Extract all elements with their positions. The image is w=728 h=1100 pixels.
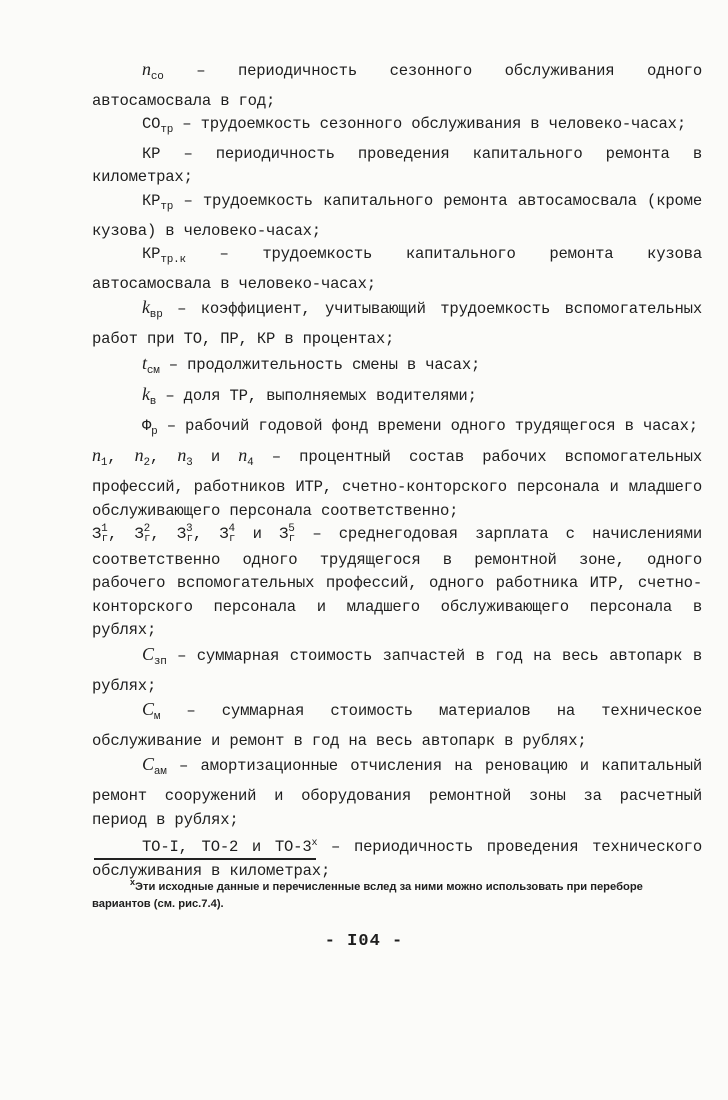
- symbol: З: [92, 525, 102, 544]
- symbol-subscript: р: [151, 425, 158, 438]
- symbol: З: [134, 525, 144, 544]
- definition-text: – суммарная стоимость материалов на техническое обслуживание и ремонт в год на весь автопарк в рублях;: [92, 702, 702, 750]
- definition-n-co: [92, 58, 702, 113]
- symbol: З: [219, 525, 229, 544]
- symbol: t: [142, 352, 147, 373]
- footnote-divider: [94, 858, 316, 860]
- definition-z-salary: З1г, З2г, З3г, З4г и З5г – среднегодовая зарплата с начислениями соответственно одного трудящегося в ремонтной зоне, одного рабочего вспомогательных профессий, одного работника ИТР, счетно-конторского персонала и младшего обслуживающего персонала в рублях;: [92, 523, 702, 640]
- definition-c-am: [92, 753, 702, 832]
- definition-text: – доля ТР, выполняемых водителями;: [156, 387, 477, 406]
- definition-co-tr: [92, 113, 702, 143]
- symbol-subscript: в: [149, 396, 157, 409]
- symbol: k: [142, 297, 150, 318]
- symbol: КР: [142, 144, 161, 163]
- symbol: З: [176, 525, 187, 544]
- definition-c-zp: [92, 643, 702, 698]
- symbol: C: [142, 754, 154, 775]
- symbol-superscript: 1: [101, 523, 108, 536]
- conjunction: и: [252, 525, 262, 544]
- symbol-subscript: 2: [143, 457, 150, 470]
- symbol-subscript: тр.к: [160, 254, 186, 267]
- definition-text: – процентный состав рабочих вспомогательных профессий, работников ИТР, счетно-конторского персонала и младшего обслуживающего персонала соответственно;: [92, 448, 702, 520]
- symbol: ТО-I, ТО-2 и ТО-3: [142, 838, 312, 857]
- footnote-reference: x: [311, 838, 318, 850]
- symbol: k: [142, 384, 150, 405]
- definition-text: – амортизационные отчисления на реновацию и капитальный ремонт сооружений и оборудования ремонтной зоны за расчетный период в рублях;: [92, 757, 702, 829]
- definition-text: – коэффициент, учитывающий трудоемкость вспомогательных работ при ТО, ПР, КР в процентах;: [92, 300, 702, 348]
- definition-text: – суммарная стоимость запчастей в год на весь автопарк в рублях;: [92, 647, 702, 695]
- definition-t-sm: [92, 352, 702, 384]
- definition-kr-tr-k: [92, 243, 702, 296]
- symbol: n: [134, 445, 144, 466]
- definition-text: – трудоемкость капитального ремонта кузова автосамосвала в человеко-часах;: [92, 245, 702, 293]
- definition-text: – периодичность сезонного обслуживания одного автосамосвала в год;: [92, 62, 702, 110]
- symbol-superscript: 5: [288, 523, 295, 536]
- definition-text: – периодичность проведения технического обслуживания в километрах;: [92, 838, 703, 880]
- definition-kr-tr: [92, 190, 702, 243]
- symbol-subscript: см: [146, 364, 160, 377]
- symbol-subscript: 1: [100, 457, 108, 470]
- definition-k-v: [92, 383, 702, 415]
- symbol-subscript: г: [144, 533, 151, 546]
- symbol-subscript: зп: [153, 656, 167, 669]
- symbol-subscript: тр: [160, 200, 174, 213]
- definition-kr: [92, 143, 702, 190]
- footnote-text: Эти исходные данные и перечисленные вслед за ними можно использовать при переборе вариантов (см. рис.7.4).: [92, 881, 643, 910]
- definition-text: – периодичность проведения капитального ремонта в километрах;: [92, 144, 702, 187]
- definition-text: – среднегодовая зарплата с начислениями соответственно одного трудящегося в ремонтной зоне, одного рабочего вспомогательных профессий, одного работника ИТР, счетно-конторского персонала и младшего обслуживающего персонала в рублях;: [92, 525, 702, 640]
- symbol-subscript: г: [228, 533, 236, 546]
- symbol: C: [142, 644, 154, 665]
- definitions-list: [92, 58, 702, 883]
- definition-k-vr: [92, 296, 702, 351]
- page-number: - I04 -: [324, 932, 404, 951]
- symbol: n: [177, 445, 187, 466]
- symbol-subscript: co: [150, 71, 164, 83]
- symbol: C: [142, 699, 154, 720]
- symbol-subscript: г: [101, 533, 108, 546]
- symbol-superscript: 2: [143, 523, 151, 536]
- symbol-subscript: г: [186, 533, 193, 546]
- definition-n-shares: $n_1$, $n_2$, $n_3$ и $n_4$ – процентный состав рабочих вспомогательных профессий, работников ИТР, счетно-конторского персонала и младшего обслуживающего персонала соответственно;: [92, 445, 702, 520]
- definition-c-m: [92, 698, 702, 753]
- definition-text: – трудоемкость сезонного обслуживания в человеко-часах;: [173, 115, 686, 134]
- symbol: n: [92, 445, 101, 466]
- symbol-subscript: ам: [153, 766, 167, 779]
- footnote-mark: x: [130, 877, 136, 887]
- symbol-subscript: 3: [186, 457, 193, 470]
- symbol: n: [238, 445, 248, 466]
- symbol-superscript: 4: [228, 523, 235, 536]
- conjunction: и: [210, 448, 220, 467]
- definition-text: – рабочий годовой фонд времени одного трудящегося в часах;: [157, 416, 698, 435]
- symbol-subscript: г: [288, 533, 296, 546]
- symbol: КР: [142, 191, 161, 210]
- symbol: CO: [142, 115, 161, 134]
- symbol: Ф: [142, 416, 152, 435]
- definition-text: – продолжительность смены в часах;: [159, 355, 481, 374]
- symbol-superscript: 3: [186, 523, 193, 536]
- symbol: КР: [142, 245, 161, 264]
- symbol-subscript: вр: [149, 309, 163, 322]
- footnote: [92, 874, 692, 913]
- symbol: n: [142, 59, 151, 79]
- definition-f-r: [92, 415, 702, 445]
- definition-text: – трудоемкость капитального ремонта автосамосвала (кроме кузова) в человеко-часах;: [92, 191, 702, 240]
- symbol-subscript: тр: [160, 124, 174, 137]
- symbol-subscript: м: [153, 711, 161, 724]
- symbol: З: [279, 525, 289, 544]
- symbol-subscript: 4: [247, 457, 254, 470]
